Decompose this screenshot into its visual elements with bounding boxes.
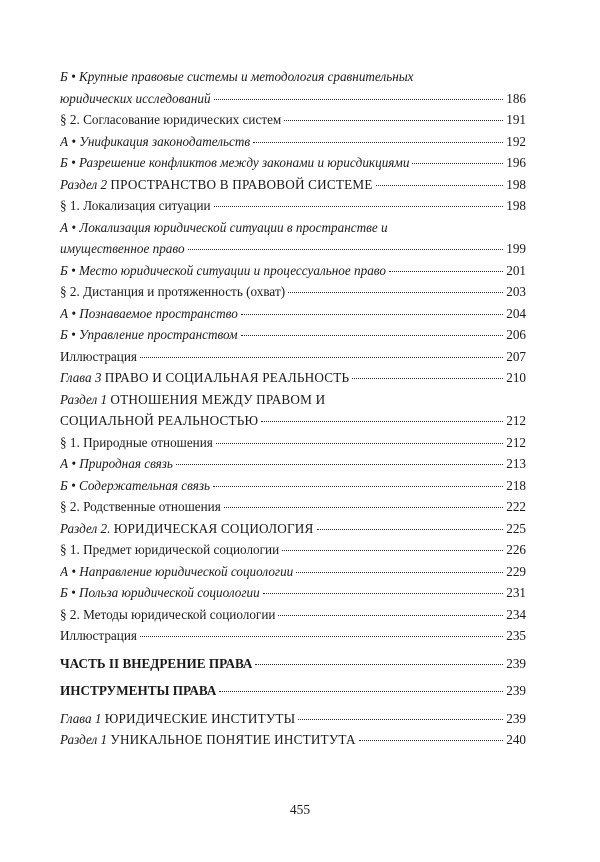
toc-page-number: 218	[506, 477, 526, 493]
toc-label: Раздел 1	[60, 391, 108, 407]
toc-title: Разрешение конфликтов между законами и юрисдикциями	[79, 155, 410, 170]
toc-label: Раздел 1	[60, 732, 108, 747]
toc-entry	[60, 625, 526, 647]
toc-page-number: 203	[506, 284, 526, 299]
toc-title-line2: юридических исследований	[60, 90, 211, 106]
toc-title: § 2. Согласование юридических систем	[60, 112, 282, 127]
toc-entry	[60, 281, 526, 303]
toc-label: Раздел 2	[60, 176, 108, 192]
toc-page-number: 186	[506, 90, 526, 106]
toc-label: Глава 3	[60, 370, 102, 385]
dot-leader	[263, 593, 504, 594]
toc-separator: •	[71, 585, 76, 600]
toc-title-line1: Крупные правовые системы и методология сравнительных	[79, 69, 414, 84]
toc-separator: •	[71, 456, 76, 471]
toc-separator: •	[71, 327, 76, 342]
table-of-contents	[60, 66, 526, 751]
toc-label: Б	[60, 155, 68, 170]
toc-page-number: 234	[506, 606, 526, 622]
dot-leader	[255, 664, 503, 665]
toc-page-number: 240	[506, 732, 526, 747]
toc-title: ПРАВО И СОЦИАЛЬНАЯ РЕАЛЬНОСТЬ	[104, 370, 350, 385]
toc-entry	[60, 604, 526, 626]
toc-label: Б	[60, 69, 68, 84]
toc-entry	[60, 260, 526, 282]
toc-page-number: 198	[506, 176, 526, 192]
toc-title: ЧАСТЬ II ВНЕДРЕНИЕ ПРАВА	[60, 655, 253, 671]
dot-leader	[412, 163, 503, 164]
toc-label: Глава 1	[60, 710, 102, 726]
dot-leader	[216, 443, 503, 444]
toc-page-number: 212	[506, 434, 526, 450]
toc-separator: •	[71, 262, 76, 278]
toc-label: Б	[60, 327, 68, 342]
toc-title: Место юридической ситуации и процессуальное право	[79, 262, 386, 278]
dot-leader	[296, 572, 503, 573]
toc-title-line2: имущественное право	[60, 241, 185, 256]
toc-page-number: 225	[506, 520, 526, 536]
toc-title: Познаваемое пространство	[79, 305, 238, 321]
dot-leader	[214, 206, 504, 207]
toc-title: ИНСТРУМЕНТЫ ПРАВА	[60, 683, 217, 698]
toc-title: § 1. Локализация ситуации	[60, 198, 211, 213]
toc-title: Польза юридической социологии	[79, 585, 260, 600]
toc-separator: •	[71, 155, 76, 170]
toc-separator: •	[71, 305, 76, 321]
toc-separator: •	[71, 477, 76, 493]
toc-entry	[60, 453, 526, 475]
toc-title: § 2. Дистанция и протяженность (охват)	[60, 284, 286, 299]
toc-page-number: 207	[506, 348, 526, 364]
dot-leader	[376, 185, 504, 186]
toc-entry	[60, 432, 526, 454]
dot-leader	[176, 464, 503, 465]
toc-title-line1: Локализация юридической ситуации в пространстве и	[79, 219, 388, 235]
toc-entry	[60, 561, 526, 583]
toc-title-line1: ОТНОШЕНИЯ МЕЖДУ ПРАВОМ И	[110, 391, 326, 407]
toc-entry	[60, 582, 526, 604]
toc-page-number: 201	[506, 262, 526, 278]
toc-title-line2: СОЦИАЛЬНОЙ РЕАЛЬНОСТЬЮ	[60, 413, 259, 428]
dot-leader	[241, 335, 504, 336]
toc-entry	[60, 131, 526, 153]
dot-leader	[284, 120, 503, 121]
toc-title: Иллюстрация	[60, 628, 137, 643]
toc-page-number: 235	[506, 628, 526, 643]
toc-page-number: 239	[506, 655, 526, 671]
toc-title: § 1. Предмет юридической социологии	[60, 542, 280, 557]
toc-label: А	[60, 305, 69, 321]
dot-leader	[214, 99, 504, 100]
toc-page-number: 199	[506, 241, 526, 256]
toc-separator: •	[71, 133, 76, 149]
toc-entry	[60, 496, 526, 518]
toc-entry	[60, 303, 526, 325]
toc-page-number: 198	[506, 198, 526, 213]
toc-page-number: 239	[506, 683, 526, 698]
toc-title: § 1. Природные отношения	[60, 434, 213, 450]
toc-entry	[60, 324, 526, 346]
toc-entry	[60, 174, 526, 196]
toc-entry	[60, 367, 526, 389]
toc-entry	[60, 729, 526, 751]
toc-page-number: 213	[506, 456, 526, 471]
toc-title: Унификация законодательств	[79, 133, 251, 149]
dot-leader	[213, 486, 503, 487]
dot-leader	[282, 550, 503, 551]
toc-title: Направление юридической социологии	[79, 563, 294, 579]
toc-entry	[60, 389, 526, 432]
toc-title: Природная связь	[79, 456, 173, 471]
toc-entry	[60, 66, 526, 109]
toc-page-number: 210	[506, 370, 526, 385]
toc-title: ЮРИДИЧЕСКИЕ ИНСТИТУТЫ	[104, 710, 296, 726]
toc-page-number: 231	[506, 585, 526, 600]
toc-entry	[60, 109, 526, 131]
toc-page-number: 206	[506, 327, 526, 342]
toc-label: Б	[60, 585, 68, 600]
toc-label: Б	[60, 477, 68, 493]
toc-label: А	[60, 133, 69, 149]
toc-page-number: 229	[506, 563, 526, 579]
toc-page-number: 196	[506, 155, 526, 170]
toc-page-number: 226	[506, 542, 526, 557]
toc-entry	[60, 217, 526, 260]
dot-leader	[241, 314, 503, 315]
dot-leader	[188, 249, 504, 250]
toc-page-number: 192	[506, 133, 526, 149]
toc-separator: •	[71, 219, 76, 235]
dot-leader	[389, 271, 503, 272]
dot-leader	[219, 691, 503, 692]
toc-page-number: 222	[506, 499, 526, 514]
toc-label: А	[60, 219, 69, 235]
toc-page-number: 212	[506, 413, 526, 428]
toc-entry	[60, 195, 526, 217]
toc-entry	[60, 653, 526, 675]
toc-page-number: 191	[506, 112, 526, 127]
toc-title: ПРОСТРАНСТВО В ПРАВОВОЙ СИСТЕМЕ	[110, 176, 373, 192]
toc-title: ЮРИДИЧЕСКАЯ СОЦИОЛОГИЯ	[113, 520, 314, 536]
toc-page-number: 204	[506, 305, 526, 321]
toc-entry	[60, 346, 526, 368]
toc-title: Содержательная связь	[79, 477, 210, 493]
dot-leader	[288, 292, 503, 293]
toc-entry	[60, 475, 526, 497]
toc-page-number: 239	[506, 710, 526, 726]
toc-title: Управление пространством	[79, 327, 238, 342]
toc-title: Иллюстрация	[60, 348, 137, 364]
toc-label: Б	[60, 262, 68, 278]
page-number: 455	[289, 802, 311, 817]
dot-leader	[359, 740, 504, 741]
toc-entry	[60, 539, 526, 561]
dot-leader	[140, 357, 503, 358]
toc-label: А	[60, 563, 69, 579]
toc-entry	[60, 518, 526, 540]
toc-entry	[60, 708, 526, 730]
toc-title: § 2. Родственные отношения	[60, 499, 221, 514]
toc-title: УНИКАЛЬНОЕ ПОНЯТИЕ ИНСТИТУТА	[110, 732, 356, 747]
toc-separator: •	[71, 69, 76, 84]
toc-separator: •	[71, 563, 76, 579]
dot-leader	[298, 719, 503, 720]
dot-leader	[253, 142, 503, 143]
toc-entry	[60, 680, 526, 702]
dot-leader	[261, 421, 503, 422]
toc-label: Раздел 2.	[60, 520, 111, 536]
dot-leader	[278, 615, 503, 616]
dot-leader	[352, 378, 503, 379]
toc-label: А	[60, 456, 69, 471]
toc-entry	[60, 152, 526, 174]
dot-leader	[224, 507, 503, 508]
dot-leader	[317, 529, 504, 530]
toc-title: § 2. Методы юридической социологии	[60, 606, 276, 622]
dot-leader	[140, 636, 503, 637]
